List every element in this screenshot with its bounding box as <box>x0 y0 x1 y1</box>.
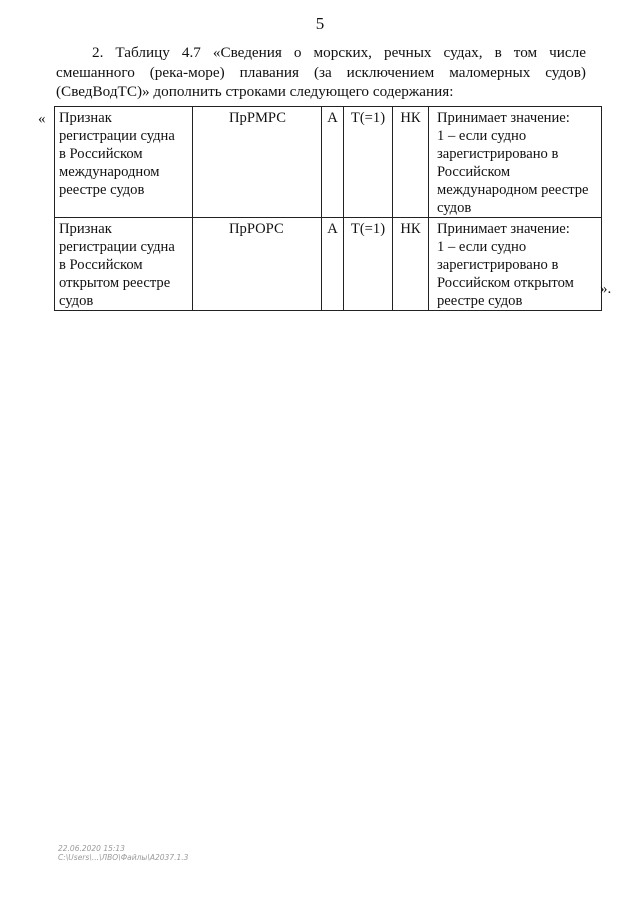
table-row <box>55 218 602 311</box>
code-cell: ПрРМРС <box>193 107 322 218</box>
table-row <box>55 107 602 218</box>
element-name-cell: Признак регистрации судна в Российском открытом реестре судов <box>55 218 193 311</box>
description-cell: Принимает значение: 1 – если судно зарегистрировано в Российском открытом реестре судов <box>429 218 602 311</box>
flag-cell: НК <box>393 218 429 311</box>
spec-table <box>54 106 602 311</box>
type-cell: А <box>322 218 344 311</box>
document-stamp: 22.06.2020 15:13 C:\Users\...\ЛВО\Файлы\А2037.1.3 <box>58 844 189 862</box>
opening-quote: « <box>38 111 46 127</box>
page-number: 5 <box>315 14 325 33</box>
description-cell: Принимает значение: 1 – если судно зарегистрировано в Российском международном реестре судов <box>429 107 602 218</box>
format-cell: Т(=1) <box>344 218 393 311</box>
intro-paragraph: 2. Таблицу 4.7 «Сведения о морских, речных судах, в том числе смешанного (река-море) плавания (за исключением маломерных судов) (СведВодТС)» дополнить строками следующего содержания: <box>56 44 586 100</box>
flag-cell: НК <box>393 107 429 218</box>
closing-quote: ». <box>600 281 612 297</box>
format-cell: Т(=1) <box>344 107 393 218</box>
type-cell: А <box>322 107 344 218</box>
element-name-cell: Признак регистрации судна в Российском международном реестре судов <box>55 107 193 218</box>
code-cell: ПрРОРС <box>193 218 322 311</box>
